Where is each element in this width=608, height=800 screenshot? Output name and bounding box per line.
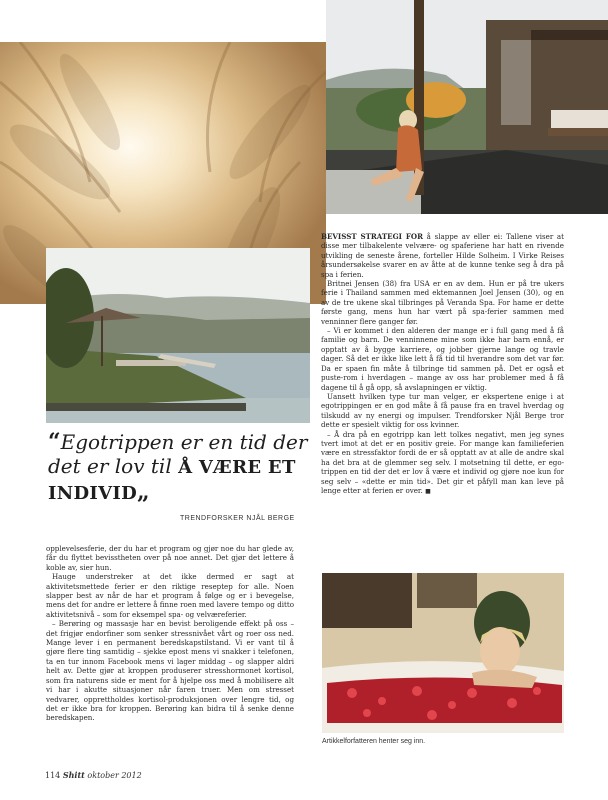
infinity-pool-illustration <box>46 248 310 423</box>
pull-quote <box>48 430 310 506</box>
lead-caps: BEVISST STRATEGI FOR <box>321 232 423 241</box>
body-paragraph: – Å dra på en egotripp kan lett tolkes negativt, men jeg synes tvert imot at det er en positiv greie. For mange kan familieferien være en stressfaktor fordi de er så opptatt av at alle de andre skal ha det bra at de glemmer seg selv. I motsetning til dette, er ego-trippen en tid der det er lov å være et individ og gjøre noe kun for seg selv – «dette er min tid». Det gir et påfyll man kan leve på lenge etter at ferien er over. <box>321 429 564 495</box>
body-paragraph: Britnei Jensen (38) fra USA er en av dem. Hun er på tre ukers ferie i Thailand sammen med ektemannen Joel Jensen (30), og en av de tre ukene skal tilbringes på Veranda Spa. For hame er dette første gang, mens hun har vært på spa-ferier sammen med venninner flere ganger før. <box>321 279 564 326</box>
villa-terrace-illustration <box>326 0 608 214</box>
body-paragraph: – Vi er kommet i den alderen der mange er i full gang med å få familie og barn. De venninnene mine som ikke har barn ennå, er opptatt av å bygge karriere, og jobber gjerne lange og travle dager. Så det er ikke like lett å få tid til hverandre som det var før. Da er spaen fin måte å tilbringe tid sammen på. Det er også et puste-rom i hverdagen – mange av oss har problemer med å få dagene til å gå opp, så avslapningen er viktig. <box>321 326 564 392</box>
page-number: 114 <box>45 771 61 780</box>
lead-text: å slappe av eller ei: Tallene viser at disse mer tilbakelente velvære- og spaferiene har hatt en rivende utvikling de seneste årene, forteller Hilde Solheim. I Virke Reises årsundersøkelse svarer en av åtte at de kunne tenke seg å dra på spa i ferien. <box>321 232 564 279</box>
quote-caps-text: Å VÆRE ET INDIVID <box>48 457 296 504</box>
villa-terrace-photo <box>326 0 608 214</box>
issue-date: oktober 2012 <box>87 771 142 780</box>
rose-bath-illustration <box>322 573 564 733</box>
end-mark: ■ <box>425 487 431 495</box>
body-paragraph: opplevelsesferie, der du har et program og gjør noe du har glede av, får du flyttet bevisstheten over på noe annet. Det gjør det lettere å koble av, sier hun. <box>46 544 294 572</box>
quote-italic-text: Egotrippen er en tid der det er lov til <box>48 430 308 478</box>
magazine-brand: Shitt <box>62 770 85 780</box>
photo-caption: Artikkelforfatteren henter seg inn. <box>322 738 426 745</box>
rose-bath-photo <box>322 573 564 733</box>
left-text-column <box>46 544 294 723</box>
body-paragraph: Hauge understreker at det ikke dermed er sagt at aktivitetsmettede ferier er den riktige reseptep for alle. Noen slapper best av når de har et program å følge og er i bevegelse, mens det for andre er lettere å finne roen med lavere tempo og ditto aktivitetsnivå – som for eksempel spa- og velværeferier. <box>46 572 294 619</box>
quote-attribution: TRENDFORSKER NJÅL BERGE <box>180 515 295 522</box>
quote-close-mark: „ <box>137 479 150 505</box>
body-paragraph: – Berøring og massasje har en bevist beroligende effekt på oss – det frigjør endorfiner som senker stressnivået vårt og roer oss ned. Mange lever i en permanent beredskapstilstand. Vi er vant til å gjøre flere ting samtidig – sjekke epost mens vi snakker i telefonen, ta en tur innom Facebook mens vi lager middag – og slapper aldri helt av. Dette gjør at kroppen produserer stresshormonet kortisol, som fra naturens side er ment for å hjelpe oss med å mobilisere alt vi har i akutte situasjoner når faren truer. Men om stresset vedvarer, opprettholdes kortisol-produksjonen over lengre tid, og det er ikke bra for kroppen. Berøring kan bidra til å senke denne beredskapen. <box>46 619 294 723</box>
infinity-pool-photo <box>46 248 310 423</box>
right-text-column <box>321 232 564 496</box>
page-footer <box>45 770 142 780</box>
quote-open-mark: “ <box>48 429 61 455</box>
body-paragraph: Uansett hvilken type tur man velger, er ekspertene enige i at egotrippingen er en god måte å få pause fra en travel hverdag og tilskudd av ny energi og impulser. Trendforsker Njål Berge tror dette er spesielt viktig for oss kvinner. <box>321 391 564 430</box>
